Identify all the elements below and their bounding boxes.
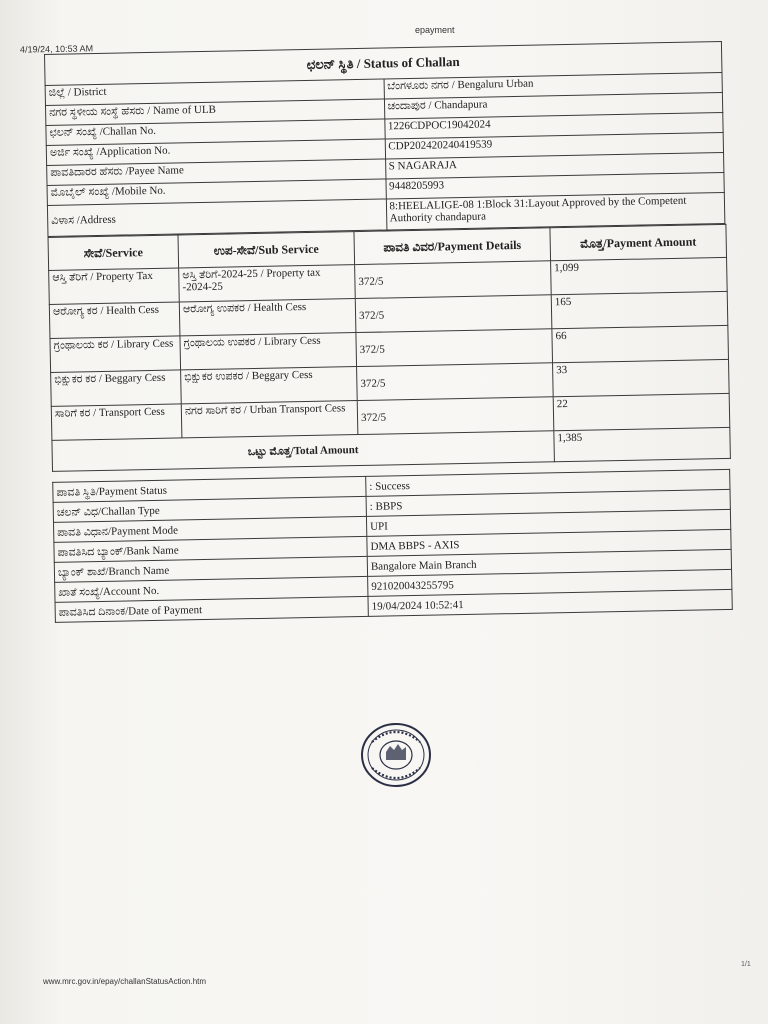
payment-amount-cell: 165 (551, 291, 728, 328)
address-value: 8:HEELALIGE-08 1:Block 31:Layout Approved by the Competent Authority chandapura (386, 192, 725, 229)
service-table (48, 224, 731, 472)
challan-title: ಛಲನ್ ಸ್ಥಿತಿ / Status of Challan (45, 41, 722, 85)
payment-mode-value: UPI (366, 509, 730, 536)
municipal-seal-icon (360, 722, 432, 788)
print-page-title: epayment (415, 25, 455, 35)
payment-amount-cell: 22 (553, 393, 730, 430)
account-no-value: 921020043255795 (368, 569, 732, 596)
sub-service-cell: ಗ್ರಂಥಾಲಯ ಉಪಕರ / Library Cess (180, 333, 357, 370)
payment-info-table (52, 469, 733, 623)
service-header: ಸೇವೆ/Service (48, 235, 179, 270)
payment-details-cell: 372/5 (355, 261, 552, 299)
sub-service-cell: ನಗರ ಸಾರಿಗೆ ಕರ / Urban Transport Cess (181, 401, 358, 438)
payment-date-value: 19/04/2024 10:52:41 (368, 589, 732, 616)
payment-details-cell: 372/5 (357, 397, 554, 435)
service-cell: ಆಸ್ತಿ ತೆರಿಗೆ / Property Tax (49, 268, 180, 304)
district-label: ಜಿಲ್ಲೆ / District (45, 79, 384, 105)
application-no-label: ಅರ್ಜಿ ಸಂಖ್ಯೆ /Application No. (46, 139, 385, 165)
page-url: www.mrc.gov.in/epay/challanStatusAction.htm (43, 977, 207, 986)
branch-name-label: ಬ್ಯಾಂಕ್ ಶಾಖೆ/Branch Name (54, 556, 367, 582)
account-no-label: ಖಾತೆ ಸಂಖ್ಯೆ/Account No. (55, 576, 368, 602)
sub-service-cell: ಆರೋಗ್ಯ ಉಪಕರ / Health Cess (179, 299, 356, 336)
bank-name-value: DMA BBPS - AXIS (367, 529, 731, 556)
payment-amount-cell: 1,099 (551, 257, 728, 294)
branch-name-value: Bangalore Main Branch (367, 549, 731, 576)
ulb-value: ಚಂದಾಪುರ / Chandapura (384, 92, 723, 118)
payment-amount-cell: 66 (552, 325, 729, 362)
payment-details-cell: 372/5 (356, 329, 553, 367)
page-number: 1/1 (741, 961, 751, 968)
challan-no-value: 1226CDPOC19042024 (384, 112, 723, 138)
sub-service-cell: ಭಿಕ್ಷುಕರ ಉಪಕರ / Beggary Cess (181, 367, 358, 404)
mobile-value: 9448205993 (385, 172, 724, 198)
service-cell: ಭಿಕ್ಷುಕರ ಕರ / Beggary Cess (51, 370, 182, 406)
payee-label: ಪಾವತಿದಾರರ ಹೆಸರು /Payee Name (47, 159, 386, 185)
payment-amount-header: ಮೊತ್ತ/Payment Amount (550, 224, 727, 260)
print-timestamp: 4/19/24, 10:53 AM (19, 43, 94, 55)
ulb-label: ನಗರ ಸ್ಥಳೀಯ ಸಂಸ್ಥೆ ಹೆಸರು / Name of ULB (45, 99, 384, 125)
payment-details-cell: 372/5 (357, 363, 554, 401)
application-no-value: CDP202420240419539 (385, 132, 724, 158)
challan-no-label: ಛಲನ್ ಸಂಖ್ಯೆ /Challan No. (46, 119, 385, 145)
payment-mode-label: ಪಾವತಿ ವಿಧಾನ/Payment Mode (53, 516, 366, 542)
sub-service-cell: ಅಸ್ತಿ ತೆರಿಗೆ-2024-25 / Property tax -2024-25 (179, 265, 356, 302)
payment-status-value: : Success (366, 469, 730, 496)
service-cell: ಗ್ರಂಥಾಲಯ ಕರ / Library Cess (50, 336, 181, 372)
payment-status-label: ಪಾವತಿ ಸ್ಥಿತಿ/Payment Status (53, 476, 366, 502)
service-cell: ಸಾರಿಗೆ ಕರ / Transport Cess (51, 404, 182, 440)
challan-type-value: : BBPS (366, 489, 730, 516)
payment-details-header: ಪಾವತಿ ವಿವರ/Payment Details (354, 228, 551, 265)
challan-type-label: ಚಲನ್ ವಿಧ/Challan Type (53, 496, 366, 522)
payment-amount-cell: 33 (553, 359, 730, 396)
challan-document (44, 41, 733, 623)
address-label: ವಿಳಾಸ /Address (47, 199, 386, 236)
payment-date-label: ಪಾವತಿಸಿದ ದಿನಾಂಕ/Date of Payment (55, 596, 368, 622)
total-amount-label: ಒಟ್ಟು ಮೊತ್ತ/Total Amount (52, 431, 555, 472)
service-cell: ಆರೋಗ್ಯ ಕರ / Health Cess (49, 302, 180, 338)
bank-name-label: ಪಾವತಿಸಿದ ಬ್ಯಾಂಕ್/Bank Name (54, 536, 367, 562)
district-value: ಬೆಂಗಳೂರು ನಗರ / Bengaluru Urban (384, 72, 723, 98)
payee-value: S NAGARAJA (385, 152, 724, 178)
total-amount-value: 1,385 (554, 427, 731, 461)
sub-service-header: ಉಪ-ಸೇವೆ/Sub Service (178, 232, 355, 268)
challan-info-table (44, 41, 725, 237)
payment-details-cell: 372/5 (355, 295, 552, 333)
mobile-label: ಮೊಬೈಲ್ ಸಂಖ್ಯೆ /Mobile No. (47, 179, 386, 205)
